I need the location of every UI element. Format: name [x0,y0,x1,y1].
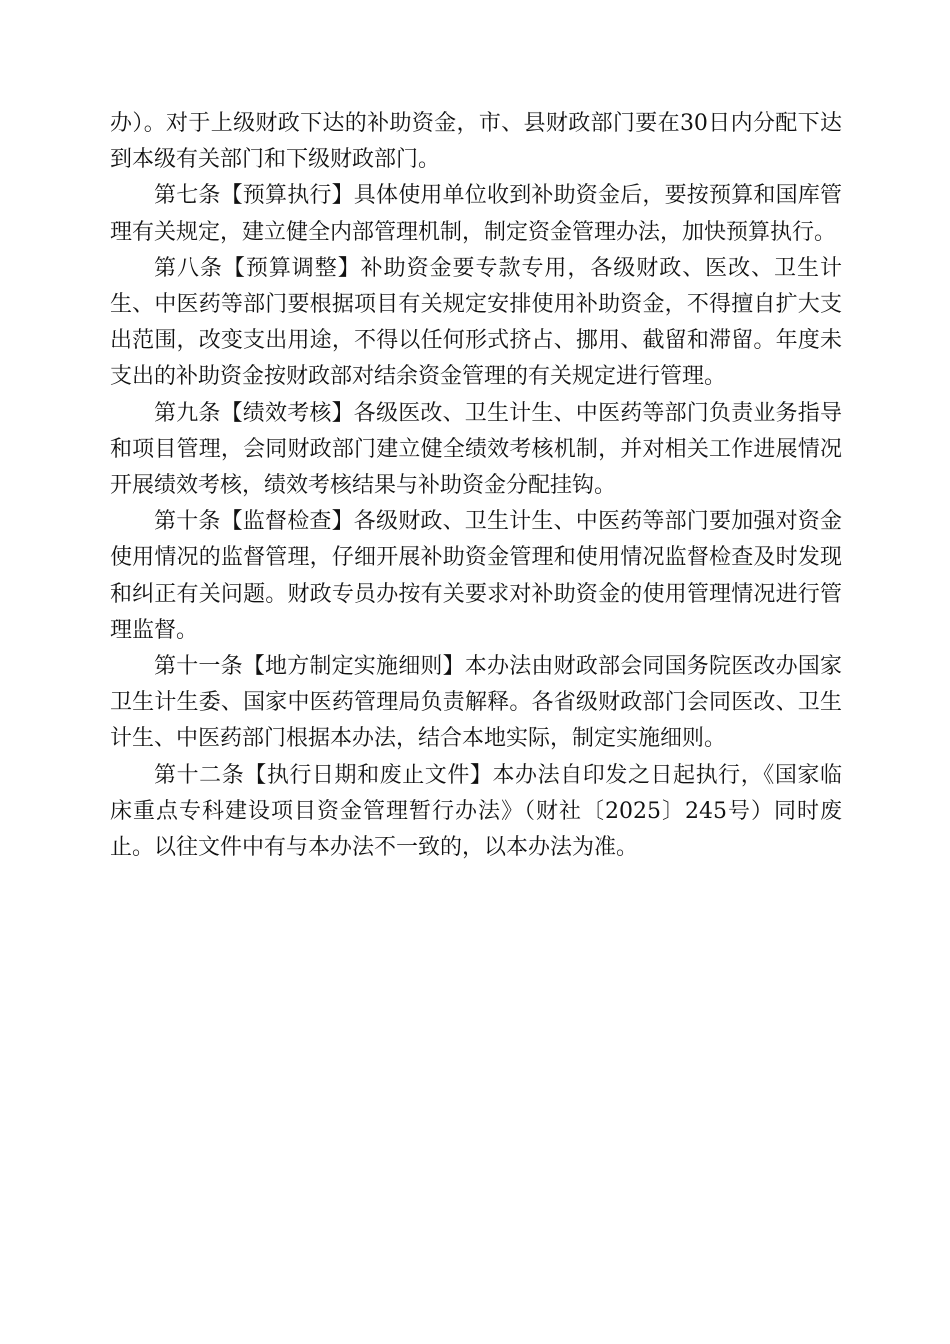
paragraph-continuation: 办）。对于上级财政下达的补助资金，市、县财政部门要在30日内分配下达到本级有关部门和下级财政部门。 [110,111,842,173]
paragraph-article-8: 第八条【预算调整】补助资金要专款专用，各级财政、医改、卫生计生、中医药等部门要根据项目有关规定安排使用补助资金，不得擅自扩大支出范围，改变支出用途，不得以任何形式挤占、挪用、截留和滞留。年度未支出的补助资金按财政部对结余资金管理的有关规定进行管理。 [110,255,842,390]
paragraph-article-10: 第十条【监督检查】各级财政、卫生计生、中医药等部门要加强对资金使用情况的监督管理，仔细开展补助资金管理和使用情况监督检查及时发现和纠正有关问题。财政专员办按有关要求对补助资金的使用管理情况进行管理监督。 [110,509,842,643]
paragraph-article-7: 第七条【预算执行】具体使用单位收到补助资金后，要按预算和国库管理有关规定，建立健全内部管理机制，制定资金管理办法，加快预算执行。 [110,183,842,245]
document-body [110,106,842,866]
paragraph-article-11: 第十一条【地方制定实施细则】本办法由财政部会同国务院医改办国家卫生计生委、国家中医药管理局负责解释。各省级财政部门会同医改、卫生计生、中医药部门根据本办法，结合本地实际，制定实施细则。 [110,654,842,752]
paragraph-article-12: 第十二条【执行日期和废止文件】本办法自印发之日起执行，《国家临床重点专科建设项目资金管理暂行办法》（财社〔2025〕245号）同时废止。以往文件中有与本办法不一致的，以本办法为准。 [110,762,842,861]
paragraph-article-9: 第九条【绩效考核】各级医改、卫生计生、中医药等部门负责业务指导和项目管理，会同财政部门建立健全绩效考核机制，并对相关工作进展情况开展绩效考核，绩效考核结果与补助资金分配挂钩。 [110,400,842,499]
